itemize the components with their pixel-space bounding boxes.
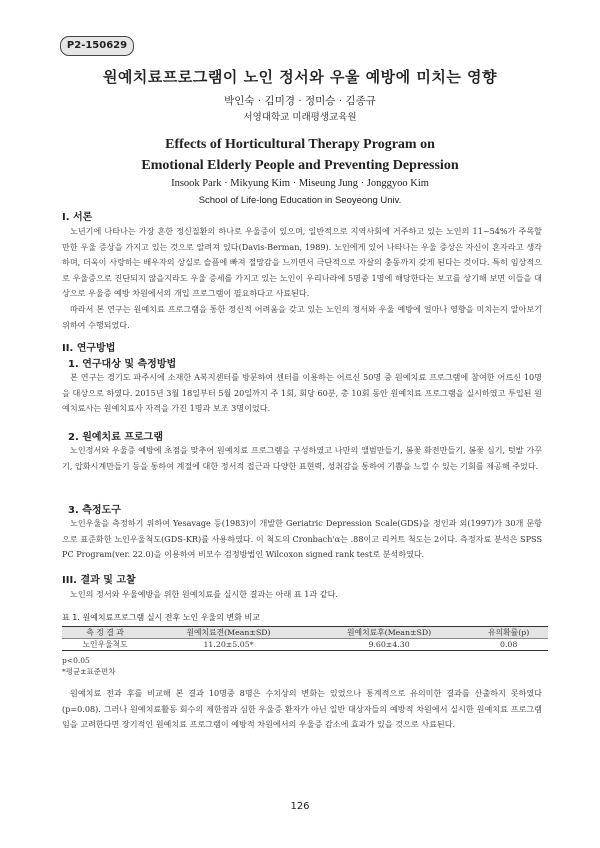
page-number: 126 xyxy=(290,801,310,812)
affiliation-english: School of Life-long Education in Seoyeong Univ. xyxy=(198,195,402,206)
intro-paragraph-2: 따라서 본 연구는 원예치료 프로그램을 통한 정신적 어려움을 갖고 있는 노인의 정서와 우울 예방에 얼마나 영향을 미치는지 알아보기 위하여 수행되었다. xyxy=(62,304,542,330)
table-caption: 표 1. 원예치료프로그램 실시 전후 노인 우울의 변화 비교 xyxy=(62,613,260,622)
title-english-line2: Emotional Elderly People and Preventing Depression xyxy=(141,158,459,173)
cell-measure: 노인우울척도 xyxy=(82,640,128,649)
header-p-value: 유의확률(p) xyxy=(488,628,530,637)
conclusion-paragraph: 원예치료 전과 후를 비교해 본 결과 10명중 8명은 수치상의 변화는 있었으나 통계적으로 유의미한 결과를 산출하지 못하였다(p=0.08). 그러나 원예치료활동 회수의 제한점과 심한 우울증 환자가 아닌 일반 대상자들의 예방적 차원에서 실시한 원예치료 프로그램임을 고려한다면 장기적인 원예치료 프로그램이 예방적 차원에서의 우울증 감소에 효과가 있을 것으로 사료된다. xyxy=(62,688,542,730)
subsection-1-heading: 1. 연구대상 및 측정방법 xyxy=(68,359,177,370)
title-korean: 원예치료프로그램이 노인 정서와 우울 예방에 미치는 영향 xyxy=(102,68,498,86)
cell-p-value: 0.08 xyxy=(499,640,518,649)
mean-sd-note: *평균±표준편차 xyxy=(62,667,116,676)
p-value-note: p<0.05 xyxy=(62,656,90,665)
table-header-row xyxy=(62,627,548,639)
header-measure: 측 정 결 과 xyxy=(86,628,124,637)
table-row xyxy=(62,639,548,651)
intro-paragraph-1: 노년기에 나타나는 가장 흔한 정신질환의 하나로 우울증이 있으며, 일반적으로 지역사회에 거주하고 있는 노인의 11~54%가 주목할 만한 우울 증상을 가지고 있는 것으로 알려져 있다(Davis-Berman, 1989). 노인에게 있어 나타나는 우울 증상은 자신이 혼자라고 생각하며, 더욱이 사랑하는 배우자의 상실로 슬픔에 빠져 절망감을 느끼면서 극단적으로 자살의 충동까지 갖게 된다는 것이다. 특히 임상적으로 우울증으로 진단되지 않을지라도 우울 증세를 가지고 있는 노인이 우리나라에 5명중 1명에 해당한다는 보고를 상기해 보면 이들을 대상으로 우울증 예방 차원에서의 개입 프로그램이 필요하다고 사료된다. xyxy=(62,226,542,299)
header-after: 원예치료후(Mean±SD) xyxy=(347,628,432,637)
poster-id-badge: P2-150629 xyxy=(60,36,134,56)
method-heading: II. 연구방법 xyxy=(62,343,116,354)
title-english xyxy=(0,134,600,176)
results-table xyxy=(62,626,548,651)
affiliation-korean: 서영대학교 미래평생교육원 xyxy=(243,112,357,123)
subsection-2-heading: 2. 원예치료 프로그램 xyxy=(68,432,163,443)
subsection-1-paragraph: 본 연구는 경기도 파주시에 소재한 A복지센터를 방문하여 센터를 이용하는 어르신 50명 중 원예치료 프로그램에 참여한 어르신 10명을 대상으로 하였다. 2015년 3월 18일부터 5월 20일까지 주 1회, 회당 60분, 총 10회 동안 원예치료 프로그램을 실시하였고 투입된 원예치료사는 원예치료사 자격을 가진 1명과 보조 3명이었다. xyxy=(62,372,542,414)
authors-english: Insook Park · Mikyung Kim · Miseung Jung · Jonggyoo Kim xyxy=(171,178,429,189)
subsection-2-paragraph: 노인정서와 우울증 예방에 초점을 맞추어 원예치료 프로그램을 구성하였고 나만의 앨범만들기, 봄꽃 화전만들기, 봄꽃 심기, 텃밭 가꾸기, 압화시계만들기 등을 통하여 계절에 대한 정서적 접근과 다양한 표현력, 성취감을 통하여 기쁨을 느낄 수 있는 기회를 제공해 주었다. xyxy=(62,445,542,471)
subsection-3-paragraph: 노인우울을 측정하기 위하여 Yesavage 등(1983)이 개발한 Geriatric Depression Scale(GDS)을 정인과 외(1997)가 30개 문항으로 표준화한 노인우울척도(GDS-KR)를 사용하였다. 이 척도의 Cronbach'α는 .88이고 리커트 척도는 2이다. 측정자료 분석은 SPSS PC Program(ver. 22.0)을 이용하여 비모수 검정방법인 Wilcoxon signed rank test로 분석하였다. xyxy=(62,518,542,560)
header-before: 원예치료전(Mean±SD) xyxy=(186,628,271,637)
title-english-line1: Effects of Horticultural Therapy Program on xyxy=(165,137,435,152)
result-heading: III. 결과 및 고찰 xyxy=(62,575,136,586)
subsection-3-heading: 3. 측정도구 xyxy=(68,505,121,516)
cell-before: 11.20±5.05* xyxy=(203,640,254,649)
result-paragraph: 노인의 정서와 우울예방을 위한 원예치료를 실시한 결과는 아래 표 1과 같다. xyxy=(70,589,339,599)
authors-korean: 박인숙 · 김미경 · 정미승 · 김종규 xyxy=(224,95,376,107)
intro-heading: I. 서론 xyxy=(62,212,93,223)
cell-after: 9.60±4.30 xyxy=(368,640,410,649)
